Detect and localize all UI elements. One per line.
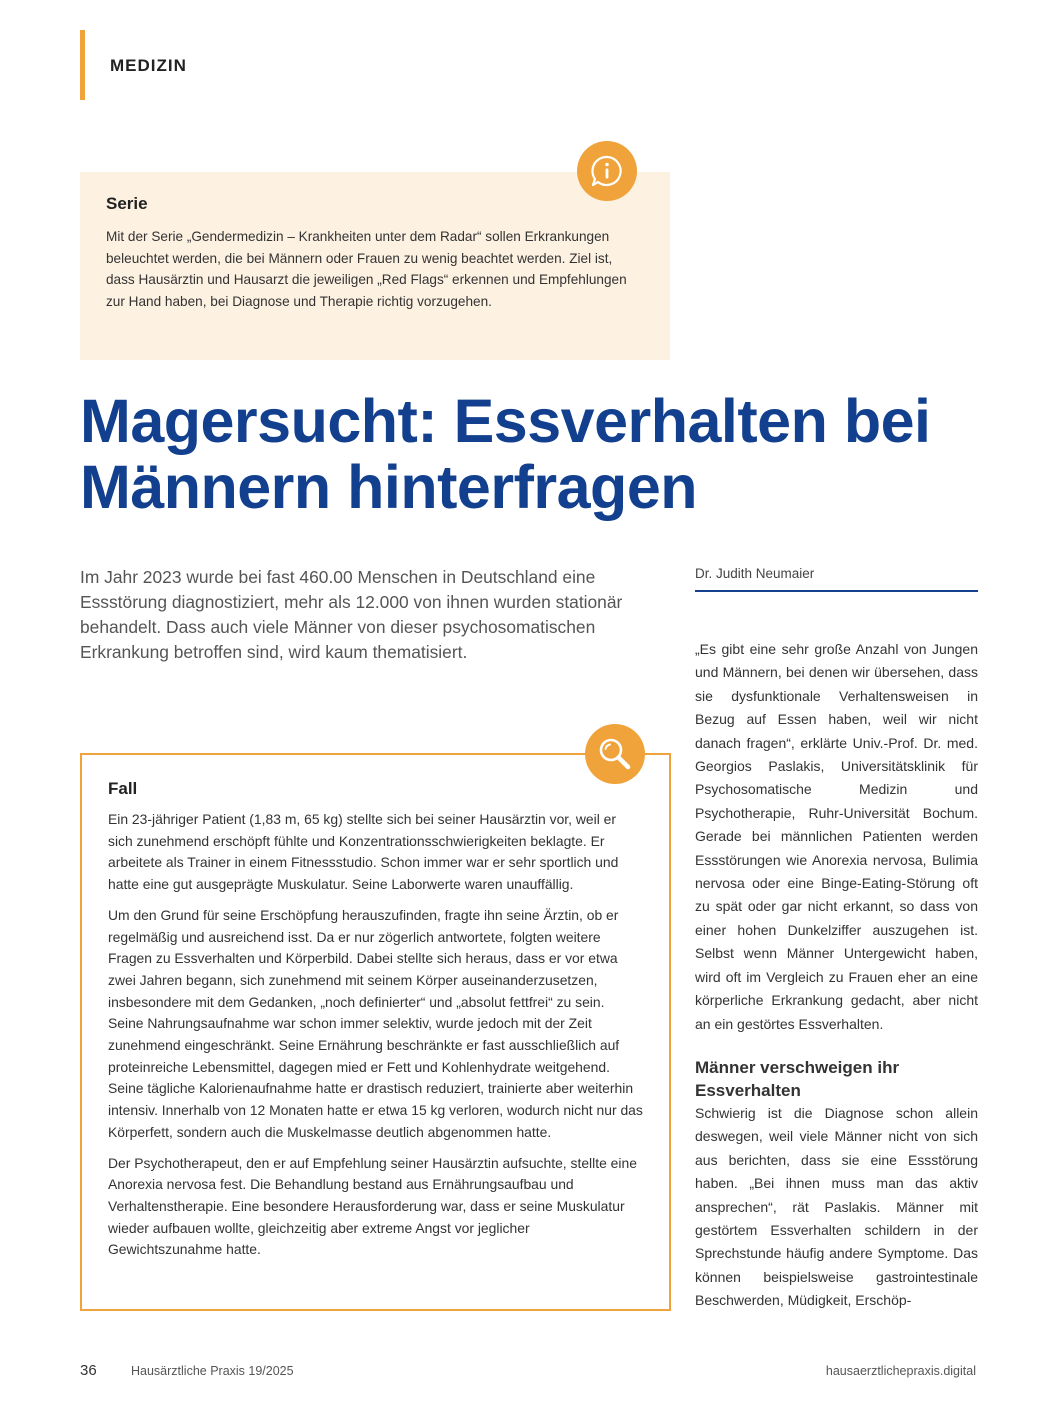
author-name: Dr. Judith Neumaier	[695, 566, 815, 581]
fall-title: Fall	[108, 779, 138, 798]
serie-info-box	[80, 172, 670, 360]
magnifier-icon	[585, 724, 645, 784]
section-label: MEDIZIN	[110, 56, 187, 75]
fall-paragraph: Der Psychotherapeut, den er auf Empfehlung seiner Hausärztin aufsuchte, stellte eine Anorexia nervosa fest. Die Behandlung bestand aus Ernährungsaufbau und Verhaltenstherapie. Eine besondere Herausforderung war, dass er seine Muskulatur wieder aufbauen wollte, gleichzeitig aber extreme Angst vor jeglicher Gewichtszunahme hatte.	[108, 1154, 637, 1258]
article-headline: Magersucht: Essverhalten bei Männern hinterfragen	[80, 387, 931, 521]
page-number: 36	[80, 1362, 97, 1379]
fall-paragraph: Ein 23-jähriger Patient (1,83 m, 65 kg) stellte sich bei seiner Hausärztin vor, weil er sich zunehmend erschöpft fühlte und Konzentrationsschwierigkeiten beklagte. Er arbeitete als Trainer in einem Fitnessstudio. Schon immer war er sehr sportlich und hatte eine gut ausgeprägte Muskulatur. Seine Laborwerte waren unauffällig.	[108, 811, 619, 893]
website-url: hausaerztlichepraxis.digital	[825, 1364, 976, 1378]
info-icon	[577, 141, 637, 201]
serie-text: Mit der Serie „Gendermedizin – Krankheiten unter dem Radar“ sollen Erkrankungen beleuchtet werden, die bei Männern oder Frauen zu wenig beachtet werden. Ziel ist, dass Hausärztin und Hausarzt die jeweiligen „Red Flags“ erkennen und Empfehlungen zur Hand haben, bei Diagnose und Therapie richtig vorzugehen.	[106, 229, 627, 309]
journal-name: Hausärztliche Praxis 19/2025	[131, 1364, 294, 1378]
section-accent-bar	[80, 30, 85, 100]
fall-case-box	[80, 753, 671, 1311]
subheading: Männer verschweigen ihr Essverhalten	[695, 1057, 900, 1100]
body-paragraph: Schwierig ist die Diagnose schon allein deswegen, weil viele Männer nicht von sich aus berichten, dass sie eine Essstörung haben. „Bei ihnen muss man das aktiv ansprechen“, rät Paslakis. Männer mit gestörtem Essverhalten schildern in der Sprechstunde häufig andere Symptome. Das können beispielsweise gastrointestinale Beschwerden, Müdigkeit, Erschöp-	[695, 1104, 978, 1309]
serie-title: Serie	[106, 194, 148, 213]
quote-paragraph: „Es gibt eine sehr große Anzahl von Jungen und Männern, bei denen wir übersehen, dass sie dysfunktionale Verhaltensweisen in Bezug auf Essen haben, weil wir nicht danach fragen“, erklärte Univ.-Prof. Dr. med. Georgios Paslakis, Universitätsklinik für Psychosomatische Medizin und Psychotherapie, Ruhr-Universität Bochum. Gerade bei männlichen Patienten werden Essstörungen wie Anorexia nervosa, Bulimia nervosa oder eine Binge-Eating-Störung oft zu spät oder gar nicht erkannt, so dass von einer hohen Dunkelziffer auszugehen ist. Selbst wenn Männer Untergewicht haben, wird oft im Vergleich zu Frauen eher an eine körperliche Erkrankung gedacht, aber nicht an ein gestörtes Essverhalten.	[695, 641, 978, 1032]
fall-paragraph: Um den Grund für seine Erschöpfung herauszufinden, fragte ihn seine Ärztin, ob er regelmäßig und ausreichend isst. Da er nur zögerlich antwortete, folgten weitere Fragen zu Essverhalten und Körperbild. Dabei stellte sich heraus, dass er vor etwa zwei Jahren begann, sich zunehmend mit seinem Körper auseinanderzusetzen, insbesondere mit dem Gedanken, „noch definierter“ und „absolut fettfrei“ zu sein. Seine Nahrungsaufnahme war schon immer selektiv, wurde jedoch mit der Zeit zunehmend eingeschränkt. Seine Ernährung beschränkte er fast ausschließlich auf proteinreiche Lebensmittel, dagegen mied er Fett und Kohlenhydrate weitgehend. Seine tägliche Kalorienaufnahme hatte er drastisch reduziert, trainierte aber weiterhin intensiv. Innerhalb von 12 Monaten hatte er etwa 15 kg verloren, wodurch nicht nur das Körperfett, sondern auch die Muskelmasse deutlich abgenommen hatte.	[108, 906, 643, 1140]
article-lead: Im Jahr 2023 wurde bei fast 460.00 Menschen in Deutschland eine Essstörung diagnostiziert, mehr als 12.000 von ihnen wurden stationär behandelt. Dass auch viele Männer von dieser psychosomatischen Erkrankung betroffen sind, wird kaum thematisiert.	[80, 567, 623, 662]
right-column	[695, 638, 978, 1313]
author-divider	[695, 590, 978, 592]
